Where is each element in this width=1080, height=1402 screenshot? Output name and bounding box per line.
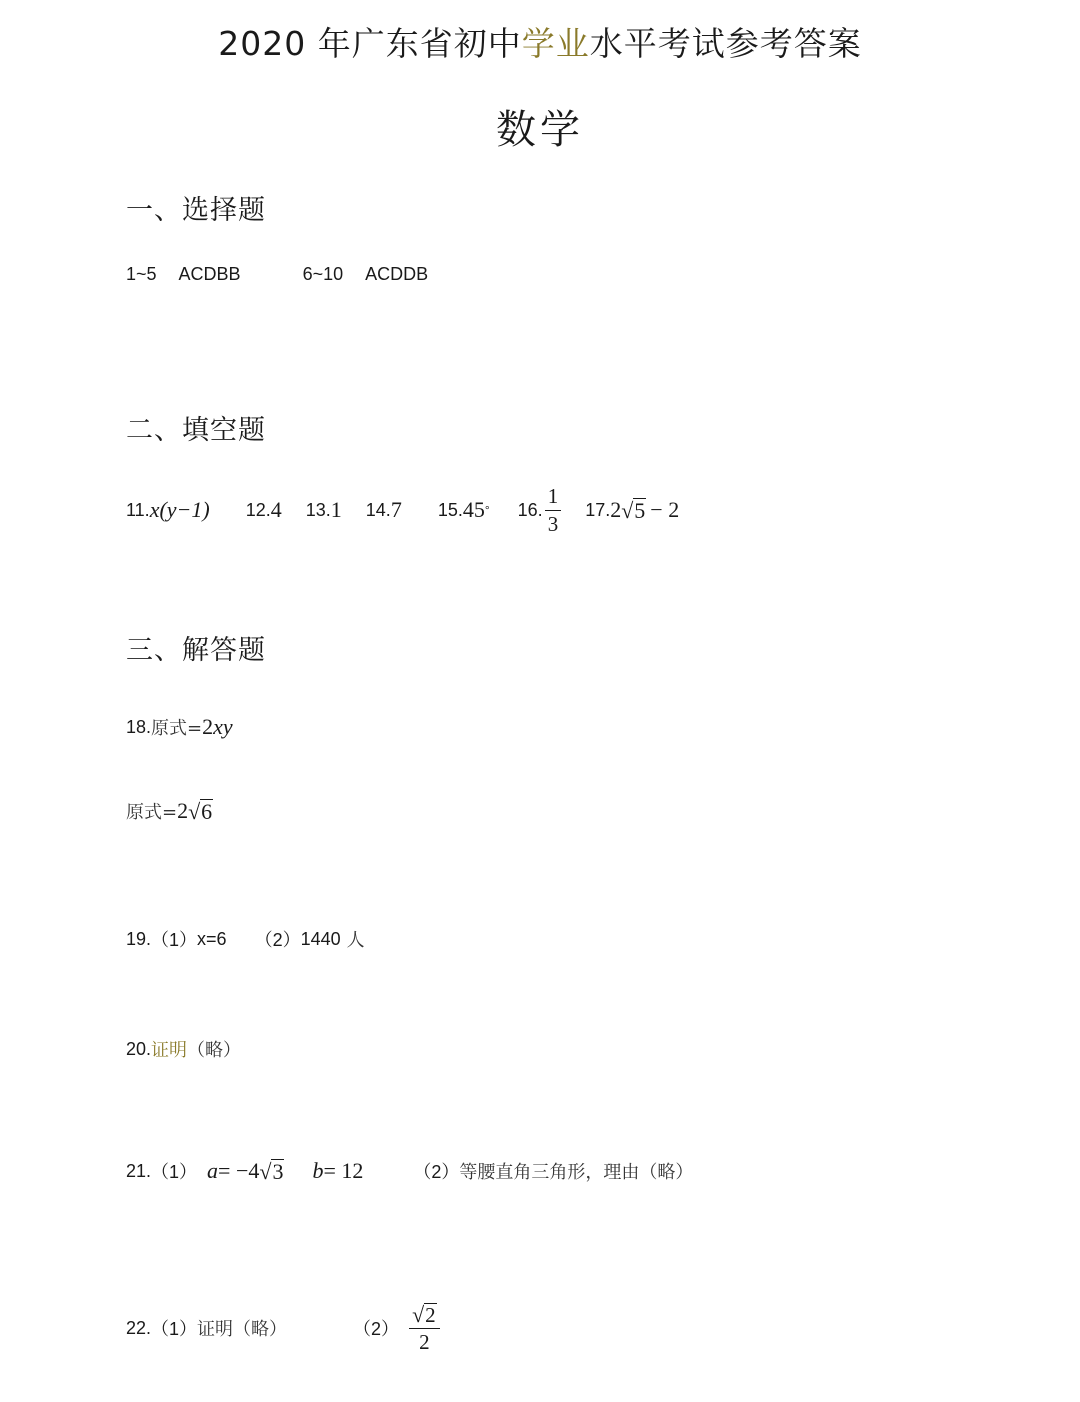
title-part1: 2020 年广东省初中 — [218, 24, 522, 63]
choice-answers-1: ACDBB — [178, 264, 241, 284]
q22-part2: （2） — [353, 1319, 400, 1339]
q18-number: 18. — [126, 716, 152, 737]
q19-part2: （2） — [254, 930, 301, 950]
section-choice-heading: 一、选择题 — [126, 195, 266, 226]
q17-tail: − 2 — [650, 497, 680, 522]
q21-b: b — [312, 1158, 324, 1183]
sqrt-sign-icon: √ — [259, 1159, 272, 1185]
choice-range-1: 1~5 — [126, 264, 157, 284]
q18b-sqrt — [188, 799, 213, 823]
q17-sqrt — [621, 498, 646, 522]
q22-number: 22. — [126, 1317, 152, 1338]
q15-number: 15. — [437, 499, 463, 520]
section-answer-heading: 三、解答题 — [126, 635, 266, 666]
q19-unit: 人 — [346, 930, 365, 951]
q13-value: 1 — [330, 497, 342, 522]
q18b-line — [126, 798, 213, 824]
q20-note: （略） — [187, 1040, 242, 1061]
q20-number: 20. — [126, 1038, 152, 1059]
q22-denominator: 2 — [419, 1330, 430, 1354]
choice-answers — [126, 264, 428, 285]
q18-variable: xy — [213, 714, 233, 739]
q11-number: 11. — [126, 499, 150, 520]
q12-value: 4 — [270, 497, 282, 522]
title-part2: 学业 — [521, 24, 590, 63]
q14-number: 14. — [365, 499, 391, 520]
q18b-radicand: 6 — [201, 798, 213, 824]
q22-numerator — [409, 1303, 440, 1329]
q18-coefficient: 2 — [202, 714, 214, 739]
q19-value1: x=6 — [197, 928, 227, 949]
fill-answers — [126, 482, 679, 538]
q21-number: 21. — [126, 1160, 152, 1181]
q21-part1: （1） — [151, 1162, 198, 1182]
section-fill-heading: 二、填空题 — [126, 415, 266, 446]
q21-radicand: 3 — [272, 1158, 284, 1184]
q22-line — [126, 1296, 442, 1360]
q21-eq1: = −4 — [218, 1158, 260, 1183]
q22-part1: （1） — [151, 1319, 198, 1339]
q22-radicand: 2 — [425, 1302, 436, 1327]
q18-label: 原式= — [151, 718, 203, 739]
q13-number: 13. — [305, 499, 331, 520]
q18-line — [126, 714, 233, 740]
q21-text: 等腰直角三角形，理由（略） — [459, 1162, 694, 1183]
q16-number: 16. — [517, 499, 543, 520]
q16-numerator: 1 — [545, 485, 562, 510]
q17-number: 17. — [585, 499, 611, 520]
subject-heading: 数学 — [496, 107, 584, 153]
q19-line — [126, 926, 365, 952]
q21-a: a — [207, 1158, 219, 1183]
q11-expression: x(y−1) — [149, 497, 210, 522]
sqrt-sign-icon: √ — [412, 1302, 425, 1327]
page-title — [0, 18, 1080, 65]
q12-number: 12. — [245, 499, 271, 520]
choice-answers-2: ACDDB — [365, 264, 429, 284]
q21-eq2: = 12 — [323, 1158, 364, 1183]
q16-denominator: 3 — [547, 511, 559, 536]
choice-range-2: 6~10 — [302, 264, 344, 284]
q18b-label: 原式= — [126, 802, 178, 823]
q18b-coefficient: 2 — [177, 798, 189, 823]
q21-sqrt — [259, 1159, 284, 1183]
q14-value: 7 — [390, 497, 402, 522]
sqrt-sign-icon: √ — [621, 498, 634, 524]
q22-fraction — [409, 1303, 440, 1353]
q22-text: 证明（略） — [197, 1319, 288, 1340]
q17-radicand: 5 — [634, 497, 646, 523]
q21-part2: （2） — [413, 1162, 460, 1182]
q20-text: 证明 — [151, 1040, 188, 1061]
q17-coefficient: 2 — [610, 497, 622, 522]
q20-line — [126, 1036, 241, 1062]
q16-fraction — [545, 485, 562, 534]
title-part3: 水平考试参考答案 — [589, 24, 862, 63]
q19-part1: （1） — [151, 930, 198, 950]
q19-value2: 1440 — [300, 928, 341, 949]
q19-number: 19. — [126, 928, 152, 949]
q15-degree: ° — [484, 503, 490, 517]
q21-line — [126, 1158, 693, 1184]
sqrt-sign-icon: √ — [188, 799, 201, 825]
q15-value: 45 — [462, 497, 485, 522]
